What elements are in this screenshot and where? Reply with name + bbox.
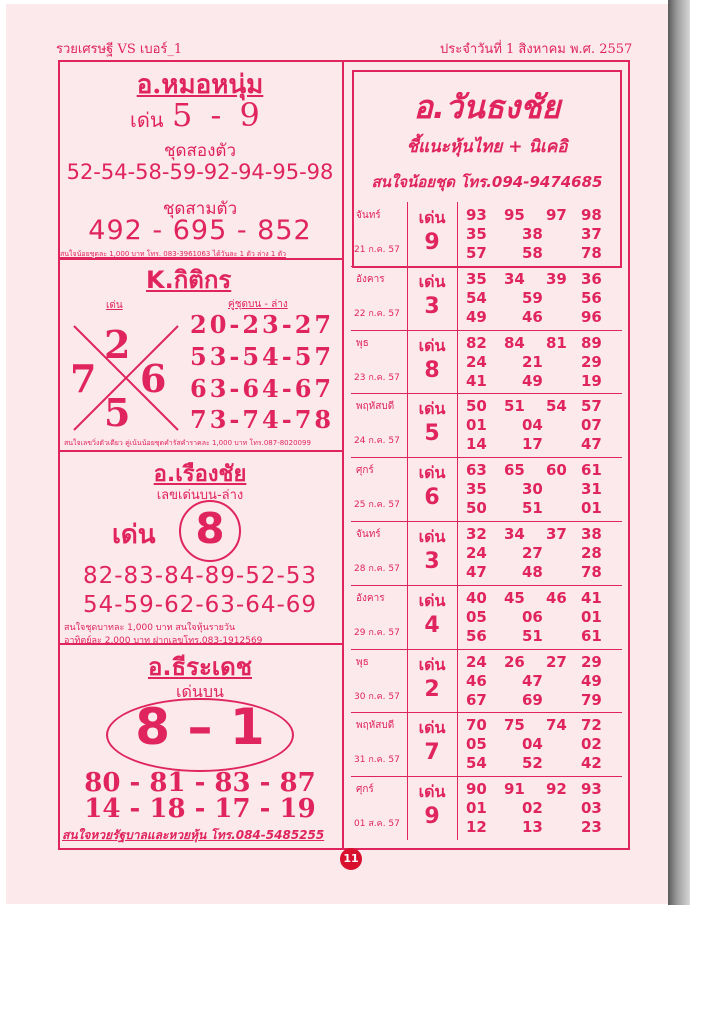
lead-value: 5 - 9	[172, 96, 264, 134]
pair-line: 53-54-57	[190, 342, 335, 371]
row-lead-digit: 9	[424, 230, 440, 255]
row-number: 90	[466, 780, 487, 799]
row-number: 92	[546, 780, 567, 799]
row-number: 52	[522, 754, 543, 773]
row-lead-label: เด่น	[418, 208, 446, 227]
row-lead-digit: 6	[424, 485, 440, 511]
row-number: 59	[522, 288, 543, 307]
row-number: 02	[581, 735, 602, 754]
section-footer: สนใจหวยรัฐบาลและหวยหุ้น โทร.084-5485255	[62, 828, 325, 842]
row-number: 46	[522, 307, 543, 326]
row-number: 41	[466, 371, 487, 390]
two-digit-label: ชุดสองตัว	[163, 141, 237, 161]
row-number: 26	[504, 652, 525, 671]
row-lead-digit: 4	[424, 612, 440, 638]
table-row-line	[351, 585, 622, 586]
row-lead-digit: 7	[424, 740, 440, 766]
table-row-line	[351, 649, 622, 650]
section-footer: อาทิตย์ละ 2,000 บาท ฝากเลขโทร.083-1912569	[64, 636, 263, 646]
lead-label: เด่น	[130, 108, 164, 132]
row-day: อังคาร	[356, 273, 385, 285]
row-lead-label: เด่น	[418, 718, 446, 738]
row-number: 54	[466, 288, 487, 307]
cross-digit-left: 7	[70, 356, 97, 401]
row-lead-digit: 2	[424, 676, 440, 702]
row-number: 37	[546, 525, 567, 543]
row-number: 63	[466, 461, 487, 480]
row-number: 40	[466, 588, 487, 607]
row-number: 01	[466, 416, 487, 435]
row-number: 29	[581, 652, 602, 671]
row-number: 82	[466, 333, 487, 352]
header-left: รวยเศรษฐี VS เบอร์_1	[56, 42, 183, 57]
row-lead-label: เด่น	[418, 463, 446, 483]
column-divider	[342, 60, 344, 848]
row-number: 96	[581, 307, 602, 326]
row-number: 74	[546, 716, 567, 735]
row-number: 27	[522, 544, 543, 562]
row-number: 72	[581, 716, 602, 735]
page-number: 11	[340, 848, 362, 870]
row-number: 47	[466, 563, 487, 581]
row-number: 51	[522, 499, 543, 518]
row-number: 54	[466, 754, 487, 773]
row-number: 89	[581, 333, 602, 352]
row-number: 61	[581, 626, 602, 645]
cross-digit-right: 6	[140, 356, 167, 401]
row-date: 24 ก.ค. 57	[354, 436, 400, 447]
row-date: 23 ก.ค. 57	[354, 372, 400, 383]
row-number: 98	[581, 206, 602, 224]
book-spine	[668, 0, 690, 905]
row-number: 75	[504, 716, 525, 735]
row-date: 21 ก.ค. 57	[354, 245, 400, 255]
row-date: 31 ก.ค. 57	[354, 755, 400, 766]
lead-caption: เด่น	[106, 300, 123, 311]
row-number: 24	[466, 352, 487, 371]
row-number: 45	[504, 588, 525, 607]
number-line: 82-83-84-89-52-53	[82, 563, 318, 589]
row-lead-label: เด่น	[418, 527, 446, 546]
row-day: พุธ	[356, 656, 369, 668]
row-number: 23	[581, 818, 602, 837]
table-row-line	[351, 712, 622, 713]
row-lead-digit: 8	[424, 357, 440, 383]
row-number: 28	[581, 544, 602, 562]
row-lead-label: เด่น	[418, 335, 446, 355]
row-number: 78	[581, 563, 602, 581]
row-day: จันทร์	[356, 210, 381, 221]
row-day: อังคาร	[356, 592, 385, 604]
section-title: อ.หมอหนุ่ม	[136, 70, 264, 100]
row-number: 69	[522, 690, 543, 709]
row-number: 51	[522, 626, 543, 645]
table-row-line	[351, 776, 622, 777]
number-line: 80 - 81 - 83 - 87	[84, 768, 316, 798]
row-date: 22 ก.ค. 57	[354, 308, 400, 319]
row-number: 91	[504, 780, 525, 799]
row-number: 19	[581, 371, 602, 390]
number-line: 14 - 18 - 17 - 19	[84, 794, 316, 824]
pairs-caption: คู่ชุดบน - ล่าง	[228, 299, 288, 310]
row-number: 05	[466, 735, 487, 754]
section-footer: สนใจเลขวิ่งตัวเดียว คู่เน้นน้อยชุดคำรัสคำราคละ 1,000 บาท โทร.087-8020099	[64, 439, 311, 447]
table-row-line	[351, 330, 622, 331]
row-number: 03	[581, 799, 602, 818]
table-row-line	[351, 266, 622, 267]
row-number: 24	[466, 544, 487, 562]
row-number: 97	[546, 206, 567, 224]
row-number: 93	[581, 780, 602, 799]
section-divider	[58, 450, 342, 452]
lead-value: 8	[195, 504, 225, 553]
row-number: 02	[522, 799, 543, 818]
pair-line: 20-23-27	[190, 310, 335, 339]
section-title: อ.วันธงชัย	[413, 88, 561, 126]
table-row-line	[351, 457, 622, 458]
row-number: 21	[522, 352, 543, 371]
number-line: 54-59-62-63-64-69	[82, 592, 318, 618]
row-number: 57	[466, 244, 487, 262]
row-lead-label: เด่น	[418, 590, 446, 610]
row-number: 61	[581, 461, 602, 480]
section-subtitle: เลขเด่นบน-ล่าง	[156, 488, 244, 503]
row-number: 93	[466, 206, 487, 224]
row-number: 30	[522, 480, 543, 499]
row-number: 49	[466, 307, 487, 326]
row-number: 46	[466, 671, 487, 690]
row-number: 35	[466, 225, 487, 243]
row-number: 06	[522, 607, 543, 626]
row-lead-digit: 9	[424, 804, 440, 830]
row-lead-digit: 3	[424, 293, 440, 319]
row-number: 27	[546, 652, 567, 671]
row-number: 58	[522, 244, 543, 262]
row-number: 05	[466, 607, 487, 626]
row-lead-label: เด่น	[418, 782, 446, 802]
section-footer: สนใจน้อยชุดละ 1,000 บาท โทร. 083-3961063 ได้วันละ 1 ตัว ล่าง 1 ตัว	[60, 250, 287, 258]
row-lead-label: เด่น	[418, 399, 446, 419]
row-number: 39	[546, 269, 567, 288]
section-subtitle: เด่นบน	[176, 682, 224, 701]
row-number: 48	[522, 563, 543, 581]
row-number: 35	[466, 269, 487, 288]
row-number: 56	[466, 626, 487, 645]
row-lead-digit: 3	[424, 549, 440, 574]
row-number: 13	[522, 818, 543, 837]
section-title: อ.เรืองชัย	[153, 462, 247, 487]
row-lead-label: เด่น	[418, 271, 446, 291]
row-number: 32	[466, 525, 487, 543]
row-date: 30 ก.ค. 57	[354, 691, 400, 702]
row-date: 01 ส.ค. 57	[354, 819, 400, 830]
row-day: ศุกร์	[356, 465, 374, 477]
row-lead-digit: 5	[424, 421, 440, 447]
row-number: 50	[466, 397, 487, 416]
row-number: 41	[581, 588, 602, 607]
row-number: 24	[466, 652, 487, 671]
cross-digit-bottom: 5	[104, 390, 131, 435]
row-number: 07	[581, 416, 602, 435]
row-number: 65	[504, 461, 525, 480]
row-number: 46	[546, 588, 567, 607]
row-number: 01	[581, 499, 602, 518]
row-number: 54	[546, 397, 567, 416]
row-date: 25 ก.ค. 57	[354, 500, 400, 511]
row-number: 49	[522, 371, 543, 390]
section-tagline: ชี้แนะหุ้นไทย + นิเคอิ	[406, 137, 568, 157]
row-number: 47	[581, 435, 602, 454]
table-row-line	[351, 521, 622, 522]
section-title: อ.ธีระเดช	[147, 653, 253, 681]
row-number: 78	[581, 244, 602, 262]
row-number: 79	[581, 690, 602, 709]
row-number: 42	[581, 754, 602, 773]
row-number: 12	[466, 818, 487, 837]
row-number: 37	[581, 225, 602, 243]
row-number: 70	[466, 716, 487, 735]
cross-digit-top: 2	[104, 322, 131, 367]
row-number: 67	[466, 690, 487, 709]
row-number: 50	[466, 499, 487, 518]
pair-line: 63-64-67	[190, 374, 335, 403]
lead-label: เด่น	[112, 520, 156, 550]
row-day: พุธ	[356, 337, 369, 349]
row-day: ศุกร์	[356, 784, 374, 796]
row-number: 14	[466, 435, 487, 454]
three-digit-label: ชุดสามตัว	[162, 199, 238, 219]
three-digit-set: 492 - 695 - 852	[88, 215, 312, 246]
row-number: 47	[522, 671, 543, 690]
pair-line: 73-74-78	[190, 405, 335, 434]
row-number: 57	[581, 397, 602, 416]
row-number: 31	[581, 480, 602, 499]
row-date: 28 ก.ค. 57	[354, 564, 400, 574]
row-number: 34	[504, 269, 525, 288]
row-number: 17	[522, 435, 543, 454]
lead-value: 8 – 1	[135, 698, 265, 756]
row-number: 95	[504, 206, 525, 224]
row-number: 49	[581, 671, 602, 690]
row-number: 34	[504, 525, 525, 543]
row-number: 38	[522, 225, 543, 243]
row-number: 56	[581, 288, 602, 307]
row-number: 29	[581, 352, 602, 371]
row-day: จันทร์	[356, 529, 381, 540]
row-number: 51	[504, 397, 525, 416]
row-day: พฤหัสบดี	[356, 720, 395, 732]
row-day: พฤหัสบดี	[356, 401, 395, 413]
section-contact: สนใจน้อยชุด โทร.094-9474685	[371, 173, 603, 191]
row-date: 29 ก.ค. 57	[354, 627, 400, 638]
table-row-line	[351, 393, 622, 394]
two-digit-set: 52-54-58-59-92-94-95-98	[66, 160, 334, 184]
row-lead-label: เด่น	[418, 654, 446, 674]
section-footer: สนใจชุดบาทละ 1,000 บาท สนใจหุ้นรายวัน	[64, 623, 236, 633]
row-number: 01	[466, 799, 487, 818]
row-number: 60	[546, 461, 567, 480]
row-number: 35	[466, 480, 487, 499]
row-number: 36	[581, 269, 602, 288]
section-title: K.กิติกร	[146, 266, 232, 294]
row-number: 84	[504, 333, 525, 352]
row-number: 81	[546, 333, 567, 352]
row-number: 01	[581, 607, 602, 626]
row-number: 04	[522, 735, 543, 754]
header-right: ประจำวันที่ 1 สิงหาคม พ.ศ. 2557	[440, 42, 633, 57]
row-number: 04	[522, 416, 543, 435]
row-number: 38	[581, 525, 602, 543]
